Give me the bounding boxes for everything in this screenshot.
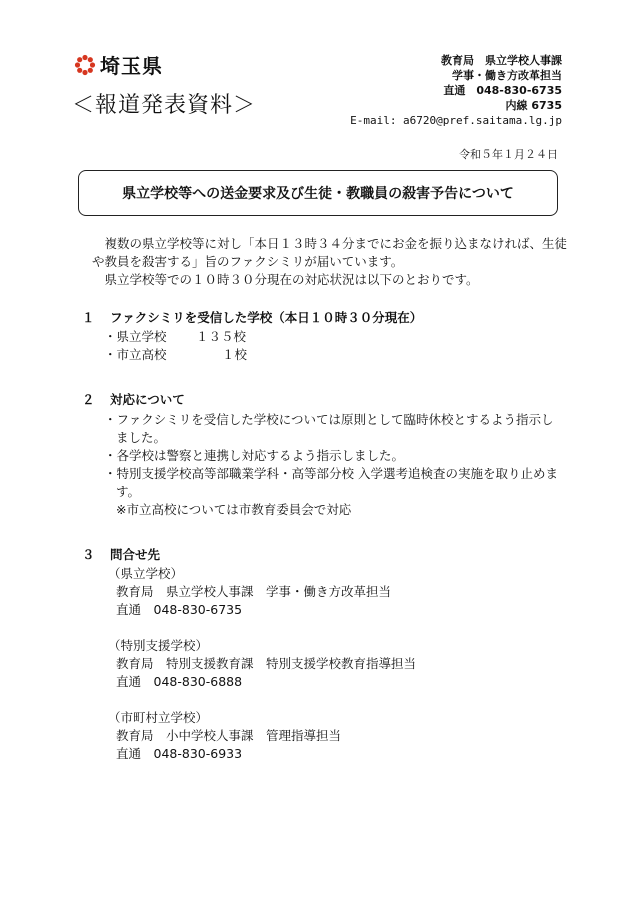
inquiry-contact (108, 565, 562, 619)
contact-department: 教育局 小中学校人事課 管理指導担当 (116, 728, 342, 743)
publish-date: 令和５年１月２４日 (459, 148, 558, 161)
section-response (82, 390, 562, 519)
section-number: ２ (82, 392, 95, 407)
list-item (104, 346, 562, 364)
prefecture-name: 埼玉県 (100, 54, 163, 78)
school-type: ・県立学校 (104, 329, 167, 344)
list-item: ・各学校は警察と連携し対応するよう指示しました。 (104, 448, 405, 463)
list-item: ・ファクシミリを受信した学校については原則として臨時休校とするよう指示しました。 (104, 412, 554, 445)
intro-paragraph: 複数の県立学校等に対し「本日１３時３４分までにお金を振り込まなければ、生徒や教員を殺害する」旨のファクシミリが届いています。 (92, 236, 568, 269)
contact-category: （特別支援学校） (108, 638, 209, 653)
contact-phone: 直通 048-830-6888 (116, 674, 243, 689)
section-heading (82, 545, 562, 563)
inquiry-contact (108, 709, 562, 763)
school-type: ・市立高校 (104, 347, 167, 362)
inquiry-contact (108, 637, 562, 691)
section-heading (82, 390, 562, 408)
section-number: １ (82, 310, 95, 325)
contact-category: （市町村立学校） (108, 710, 209, 725)
contact-phone: 直通 048-830-6735 (116, 602, 243, 617)
document-title (78, 170, 558, 216)
response-list (104, 411, 560, 501)
document-title-text: 県立学校等への送金要求及び生徒・教職員の殺害予告について (122, 186, 514, 202)
school-count: １３５校 (196, 329, 247, 344)
section-heading-text: 問合せ先 (110, 547, 161, 562)
section-received-schools (82, 308, 562, 364)
contact-email: E-mail: a6720@pref.saitama.lg.jp (350, 114, 562, 127)
contact-department: 教育局 県立学校人事課 学事・働き方改革担当 (116, 584, 392, 599)
contact-direct: 直通 048-830-6735 (443, 84, 562, 97)
intro-paragraph: 県立学校等での１０時３０分現在の対応状況は以下のとおりです。 (104, 272, 479, 287)
section-heading-text: 対応について (110, 392, 185, 407)
contact-section: 学事・働き方改革担当 (452, 69, 562, 82)
section-heading-text: ファクシミリを受信した学校（本日１０時３０分現在） (110, 310, 423, 325)
document-type-label: ＜報道発表資料＞ (72, 93, 257, 118)
contact-block (350, 53, 562, 128)
contact-extension: 内線 6735 (505, 99, 562, 112)
section-heading (82, 308, 562, 326)
prefecture-logo (74, 50, 163, 79)
school-count: １校 (222, 347, 248, 362)
intro-paragraphs (92, 235, 570, 289)
contact-department: 教育局 特別支援教育課 特別支援学校教育指導担当 (116, 656, 417, 671)
response-note: ※市立高校については市教育委員会で対応 (116, 502, 352, 517)
contact-phone: 直通 048-830-6933 (116, 746, 243, 761)
list-item: ・特別支援学校高等部職業学科・高等部分校 入学選考追検査の実施を取り止めます。 (104, 466, 558, 499)
list-item (104, 328, 562, 346)
section-number: ３ (82, 547, 95, 562)
contact-category: （県立学校） (108, 566, 184, 581)
contact-dept: 教育局 県立学校人事課 (441, 54, 562, 67)
school-count-list (104, 328, 562, 364)
section-inquiries (82, 545, 562, 763)
prefecture-emblem-icon (74, 54, 96, 76)
